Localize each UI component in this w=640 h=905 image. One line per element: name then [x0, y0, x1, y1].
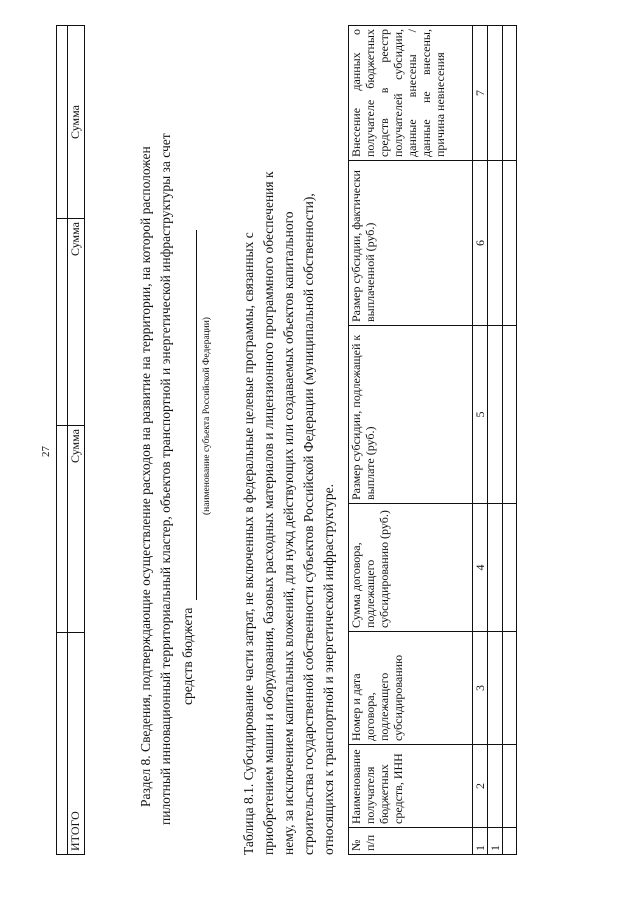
- col-number-1: 1: [473, 828, 488, 855]
- col-number-3: 3: [473, 632, 488, 745]
- col-header-contract-sum: Сумма договора, подлежащего субсидированию (руб.): [349, 504, 473, 632]
- itogo-label: ИТОГО: [68, 633, 85, 855]
- table-row: [488, 26, 503, 855]
- table81-number-row: [473, 26, 488, 855]
- table81-para-line1: Таблица 8.1. Субсидирование части затрат, не включенных в федеральные целевые программы, связанных с: [241, 232, 256, 855]
- col-header-subsidy-paid: Размер субсидии, фактически выплаченной (руб.): [349, 161, 473, 326]
- table81: [348, 25, 517, 855]
- section8-blank-line: [196, 230, 197, 600]
- page-number: 27: [40, 446, 52, 457]
- section8-caption: (наименование субъекта Российской Федерации): [202, 317, 212, 515]
- col-header-subsidy-due: Размер субсидии, подлежащей к выплате (руб.): [349, 326, 473, 504]
- table81-para-line4: строительства государственной собственности субъектов Российской Федерации (муниципальной собственности),: [301, 193, 316, 855]
- table81-para-line2: приобретением машин и оборудования, базовых расходных материалов и лицензионного программного обеспечения к: [261, 171, 276, 855]
- col-number-4: 4: [473, 504, 488, 632]
- col-header-contract: Номер и дата договора, подлежащего субсидированию: [349, 632, 473, 745]
- table-row: [503, 26, 517, 855]
- col-number-2: 2: [473, 745, 488, 828]
- totals-row-itogo: [68, 26, 85, 855]
- row-number: 1: [488, 828, 503, 855]
- table81-header-row: [349, 26, 473, 855]
- table81-para-line5: относящихся к транспортной и энергетической инфраструктуре.: [321, 484, 336, 855]
- table81-para-line3: нему, за исключением капитальных вложений, для нужд действующих или создаваемых объектов капитального: [281, 211, 296, 855]
- col-number-6: 6: [473, 161, 488, 326]
- section8-title-line3: средств бюджета: [180, 607, 195, 705]
- col-header-registry: Внесение данных о получателе бюджетных средств в реестр получателей субсидии, данные внесены / данные не внесены, причина невнесения: [349, 26, 473, 161]
- totals-table: [56, 25, 85, 855]
- section8-title-line1: Раздел 8. Сведения, подтверждающие осуществление расходов на развитие на территории, на которой расположен: [138, 146, 153, 807]
- section8-title-line2: пилотный инновационный территориальный кластер, объектов транспортной и энергетической инфраструктуры за счет: [158, 133, 173, 825]
- col-number-7: 7: [473, 26, 488, 161]
- col-header-num: № п/п: [349, 828, 473, 855]
- col-header-recipient: Наименование получателя бюджетных средств, ИНН: [349, 745, 473, 828]
- totals-sum-3: Сумма: [68, 26, 85, 219]
- col-number-5: 5: [473, 326, 488, 504]
- totals-sum-2: Сумма: [68, 219, 85, 426]
- totals-row-top: [57, 26, 68, 855]
- totals-sum-1: Сумма: [68, 426, 85, 633]
